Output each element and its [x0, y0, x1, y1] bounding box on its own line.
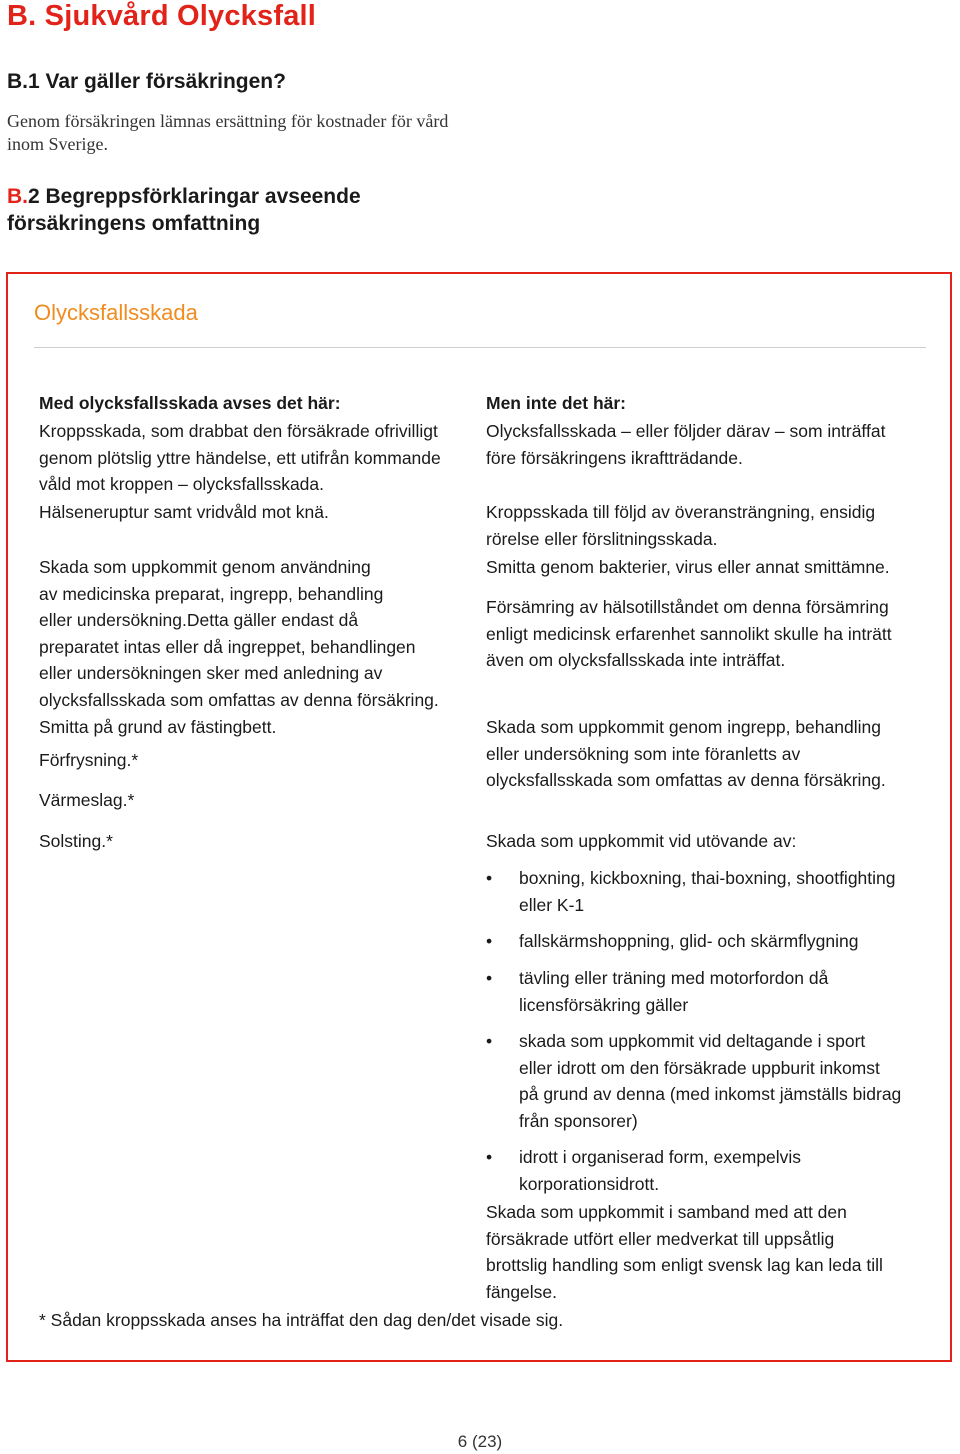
left-paragraph: Skada som uppkommit genom användning av medicinska preparat, ingrepp, behandling eller undersökning.Detta gäller endast då preparatet intas eller då ingreppet, behandlingen eller undersökningen sker med anledning av olycksfallsskada som omfattas av denna försäkring. [39, 557, 439, 710]
left-paragraph: Solsting.* [39, 831, 113, 851]
list-item-text: idrott i organiserad form, exempelvis korporationsidrott. [519, 1147, 802, 1194]
left-paragraph: Värmeslag.* [39, 790, 135, 810]
section-b2-heading-prefix: B. [7, 185, 28, 208]
right-paragraph: Försämring av hälsotillståndet om denna försämring enligt medicinsk erfarenhet sannolikt skulle ha inträtt även om olycksfallsskada inte inträffat. [486, 597, 892, 670]
section-b1-text: Genom försäkringen lämnas ersättning för kostnader för vård inom Sverige. [7, 111, 449, 154]
right-paragraph: Olycksfallsskada – eller följder därav – som inträffat före försäkringens ikraftträdande. [486, 421, 886, 468]
box-divider [34, 347, 926, 348]
right-paragraph: Skada som uppkommit vid utövande av: [486, 831, 797, 851]
list-item-text: boxning, kickboxning, thai-boxning, shootfighting eller K-1 [519, 868, 896, 915]
box-title: Olycksfallsskada [34, 300, 198, 325]
list-item-text: skada som uppkommit vid deltagande i sport eller idrott om den försäkrade uppburit inkomst på grund av denna (med inkomst jämställs bidrag från sponsorer) [519, 1031, 902, 1131]
list-item [486, 865, 936, 919]
section-b2-heading [7, 183, 427, 237]
bullet-dot: • [486, 931, 493, 951]
list-item-text: fallskärmshoppning, glid- och skärmflygning [519, 931, 859, 951]
left-paragraph: Hälseneruptur samt vridvåld mot knä. [39, 502, 329, 522]
section-b1-heading: B.1 Var gäller försäkringen? [7, 70, 286, 93]
right-paragraph: Kroppsskada till följd av överansträngning, ensidig rörelse eller förslitningsskada. [486, 502, 876, 549]
list-item-text: tävling eller träning med motorfordon då licensförsäkring gäller [519, 968, 829, 1015]
list-item [486, 965, 936, 1019]
right-heading: Men inte det här: [486, 393, 627, 413]
footnote: * Sådan kroppsskada anses ha inträffat den dag den/det visade sig. [39, 1310, 564, 1330]
left-paragraph: Kroppsskada, som drabbat den försäkrade ofrivilligt genom plötslig yttre händelse, ett utifrån kommande våld mot kroppen – olycksfallsskada. [39, 421, 441, 494]
bullet-dot: • [486, 1031, 493, 1051]
page-title: B. Sjukvård Olycksfall [7, 0, 317, 32]
list-item [486, 1028, 936, 1136]
right-paragraph: Skada som uppkommit i samband med att den försäkrade utfört eller medverkat till uppsåtlig brottslig handling som enligt svensk lag kan leda till fängelse. [486, 1202, 883, 1302]
left-heading: Med olycksfallsskada avses det här: [39, 393, 341, 413]
bullet-dot: • [486, 968, 493, 988]
list-item [486, 928, 936, 955]
list-item [486, 1144, 936, 1198]
page-number: 6 (23) [457, 1432, 503, 1451]
right-paragraph: Skada som uppkommit genom ingrepp, behandling eller undersökning som inte föranletts av olycksfallsskada som omfattas av denna försäkring. [486, 717, 886, 790]
bullet-dot: • [486, 1147, 493, 1167]
section-b2-heading-text: 2 Begreppsförklaringar avseende försäkringens omfattning [7, 185, 361, 235]
left-paragraph: Förfrysning.* [39, 750, 139, 770]
right-paragraph: Smitta genom bakterier, virus eller annat smittämne. [486, 557, 890, 577]
left-paragraph: Smitta på grund av fästingbett. [39, 717, 277, 737]
bullet-dot: • [486, 868, 493, 888]
